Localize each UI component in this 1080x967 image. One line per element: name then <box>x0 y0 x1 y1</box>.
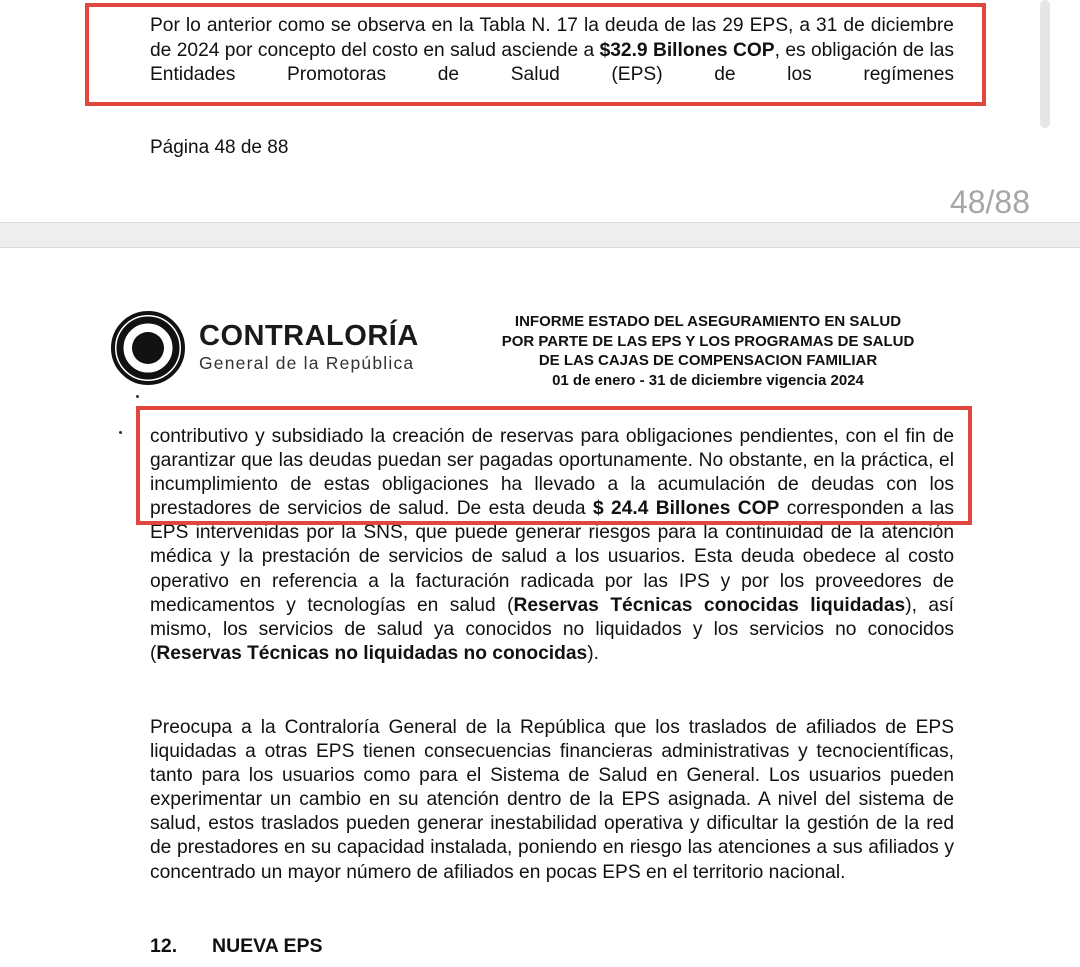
page-footer: Página 48 de 88 <box>150 137 289 158</box>
contraloria-logo-icon <box>110 310 186 386</box>
dot-mark <box>136 395 139 398</box>
report-header <box>458 312 958 390</box>
previous-page-area <box>0 0 1080 222</box>
previous-page-paragraph: Por lo anterior como se observa en la Tabla N. 17 la deuda de las 29 EPS, a 31 de diciembre de 2024 por concepto del costo en salud asciende a $32.9 Billones COP, es obligación de las Entidades Promotoras de Salud (EPS) de los regímenes <box>150 15 954 85</box>
logo-subtitle: General de la República <box>199 353 415 373</box>
section-title: NUEVA EPS <box>212 935 323 957</box>
second-paragraph: Preocupa a la Contraloría General de la República que los traslados de afiliados de EPS liquidadas a otras EPS tienen consecuencias financieras administrativas y tecnocientíficas, tanto para los usuarios como para el Sistema de Salud en General. Los usuarios pueden experimentar un cambio en su atención dentro de la EPS asignada. A nivel del sistema de salud, estos traslados pueden generar inestabilidad operativa y dificultar la gestión de la red de prestadores en su capacidad instalada, poniendo en riesgo las atenciones a sus afiliados y concentrado un mayor número de afiliados en pocas EPS en el territorio nacional. <box>150 717 954 883</box>
highlight-box-top <box>85 3 986 106</box>
dot-mark <box>119 431 122 434</box>
page-separator <box>0 222 1080 248</box>
main-paragraph: contributivo y subsidiado la creación de reservas para obligaciones pendientes, con el fin de garantizar que las deudas puedan ser pagadas oportunamente. No obstante, en la práctica, el incumplimiento de estas obligaciones ha llevado a la acumulación de deudas con los prestadores de servicios de salud. De esta deuda $ 24.4 Billones COP corresponden a las EPS intervenidas por la SNS, que puede generar riesgos para la continuidad de la atención médica y la prestación de servicios de salud a los usuarios. Esta deuda obedece al costo operativo en referencia a la facturación radicada por las IPS y por los proveedores de medicamentos y tecnologías en salud (Reservas Técnicas conocidas liquidadas), así mismo, los servicios de salud ya conocidos no liquidados y los servicios no conocidos (Reservas Técnicas no liquidadas no conocidas). <box>150 426 954 664</box>
report-header-line: POR PARTE DE LAS EPS Y LOS PROGRAMAS DE SALUD <box>501 332 915 350</box>
scrollbar-thumb[interactable] <box>1040 0 1050 128</box>
report-header-line: DE LAS CAJAS DE COMPENSACION FAMILIAR <box>538 352 878 369</box>
highlight-box-main <box>136 406 972 525</box>
report-header-line: 01 de enero - 31 de diciembre vigencia 2024 <box>552 371 864 389</box>
logo-name: CONTRALORÍA <box>199 320 419 352</box>
page-counter: 48/88 <box>949 184 1030 220</box>
section-number: 12. <box>150 935 178 957</box>
section-heading <box>150 935 323 958</box>
report-header-line: INFORME ESTADO DEL ASEGURAMIENTO EN SALUD <box>514 313 902 330</box>
